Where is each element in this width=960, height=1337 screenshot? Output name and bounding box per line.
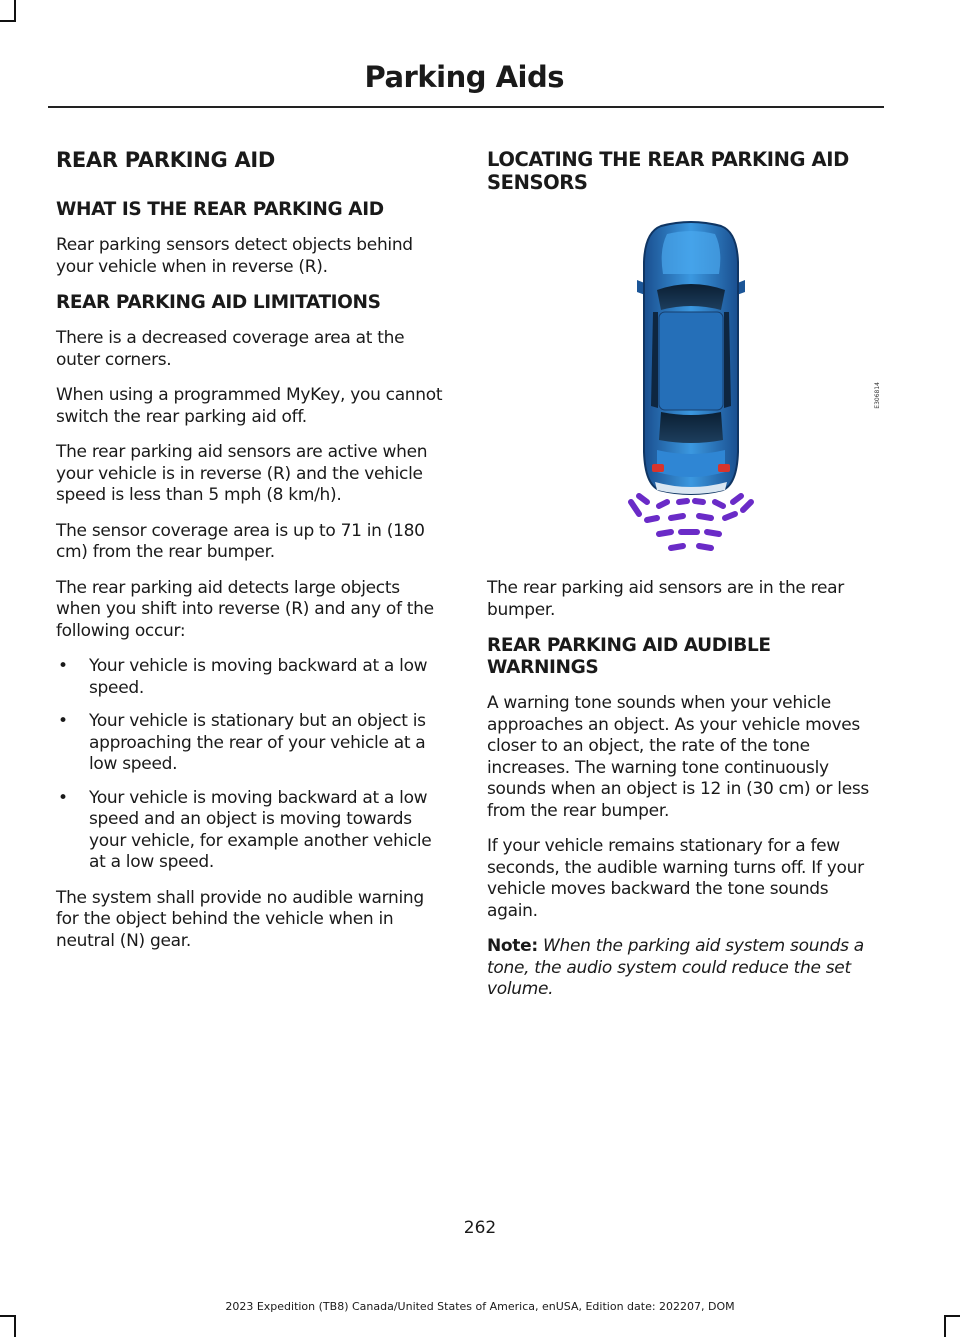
page-header-title: Parking Aids bbox=[364, 60, 564, 94]
crop-mark-top-left bbox=[14, 0, 16, 22]
car-top-view-illustration bbox=[487, 202, 883, 576]
paragraph-mykey: When using a programmed MyKey, you cannot switch the rear parking aid off. bbox=[56, 385, 443, 427]
list-item-text: Your vehicle is moving backward at a low speed and an object is moving towards your vehicle, for example another vehicle at a low speed. bbox=[89, 787, 432, 872]
paragraph-sensor-location: The rear parking aid sensors are in the rear bumper. bbox=[487, 578, 844, 620]
sensor-waves-icon bbox=[631, 496, 751, 548]
bullet-glyph: • bbox=[58, 787, 68, 808]
note-label: Note: bbox=[487, 936, 538, 956]
crop-mark-bottom-right-h bbox=[944, 1315, 960, 1317]
figure-rear-sensors bbox=[487, 202, 883, 576]
subheading-what-is: WHAT IS THE REAR PARKING AID bbox=[56, 199, 384, 220]
subheading-locating-sensors: LOCATING THE REAR PARKING AID SENSORS bbox=[487, 148, 849, 194]
page-number: 262 bbox=[463, 1218, 497, 1238]
paragraph-stationary: If your vehicle remains stationary for a few seconds, the audible warning turns off. If your vehicle moves backward the tone sounds again. bbox=[487, 836, 864, 921]
bullet-glyph: • bbox=[58, 711, 68, 731]
bullet-list bbox=[56, 656, 448, 874]
list-item bbox=[56, 711, 448, 776]
bullet-glyph: • bbox=[58, 656, 68, 676]
page-footer: 2023 Expedition (TB8) Canada/United States of America, enUSA, Edition date: 202207, DOM bbox=[225, 1300, 735, 1313]
crop-mark-bottom-left-h bbox=[0, 1315, 16, 1317]
paragraph-warning-tone: A warning tone sounds when your vehicle approaches an object. As your vehicle moves closer to an object, the rate of the tone increases. The warning tone continuously sounds when an object is 12 in (30 cm) or less from the rear bumper. bbox=[487, 693, 869, 821]
figure-id: E306814 bbox=[874, 382, 881, 409]
paragraph-neutral-gear: The system shall provide no audible warning for the object behind the vehicle when in neutral (N) gear. bbox=[56, 887, 424, 951]
paragraph-coverage-corners: There is a decreased coverage area at the outer corners. bbox=[56, 328, 405, 370]
paragraph-active-speed: The rear parking aid sensors are active when your vehicle is in reverse (R) and the vehicle speed is less than 5 mph (8 km/h). bbox=[56, 442, 428, 505]
subheading-audible-warnings: REAR PARKING AID AUDIBLE WARNINGS bbox=[487, 635, 771, 678]
list-item-text: Your vehicle is moving backward at a low speed. bbox=[89, 656, 428, 698]
crop-mark-bottom-left bbox=[14, 1315, 16, 1337]
note-paragraph bbox=[487, 936, 883, 1001]
paragraph-what-is: Rear parking sensors detect objects behind your vehicle when in reverse (R). bbox=[56, 235, 413, 277]
list-item bbox=[56, 788, 448, 874]
paragraph-detects-objects: The rear parking aid detects large objects when you shift into reverse (R) and any of the following occur: bbox=[56, 577, 434, 641]
crop-mark-bottom-right bbox=[944, 1315, 946, 1337]
crop-mark-top-left-h bbox=[0, 20, 16, 22]
note-text: When the parking aid system sounds a tone, the audio system could reduce the set volume. bbox=[487, 936, 864, 999]
left-column bbox=[56, 148, 448, 966]
list-item-text: Your vehicle is stationary but an object is approaching the rear of your vehicle at a low speed. bbox=[89, 711, 426, 774]
car-icon bbox=[637, 222, 745, 494]
subheading-limitations: REAR PARKING AID LIMITATIONS bbox=[56, 292, 381, 313]
header-rule bbox=[48, 106, 884, 108]
paragraph-coverage-range: The sensor coverage area is up to 71 in (180 cm) from the rear bumper. bbox=[56, 520, 425, 562]
right-column bbox=[487, 148, 883, 1015]
section-heading-rear-parking-aid: REAR PARKING AID bbox=[56, 148, 276, 172]
list-item bbox=[56, 656, 448, 699]
